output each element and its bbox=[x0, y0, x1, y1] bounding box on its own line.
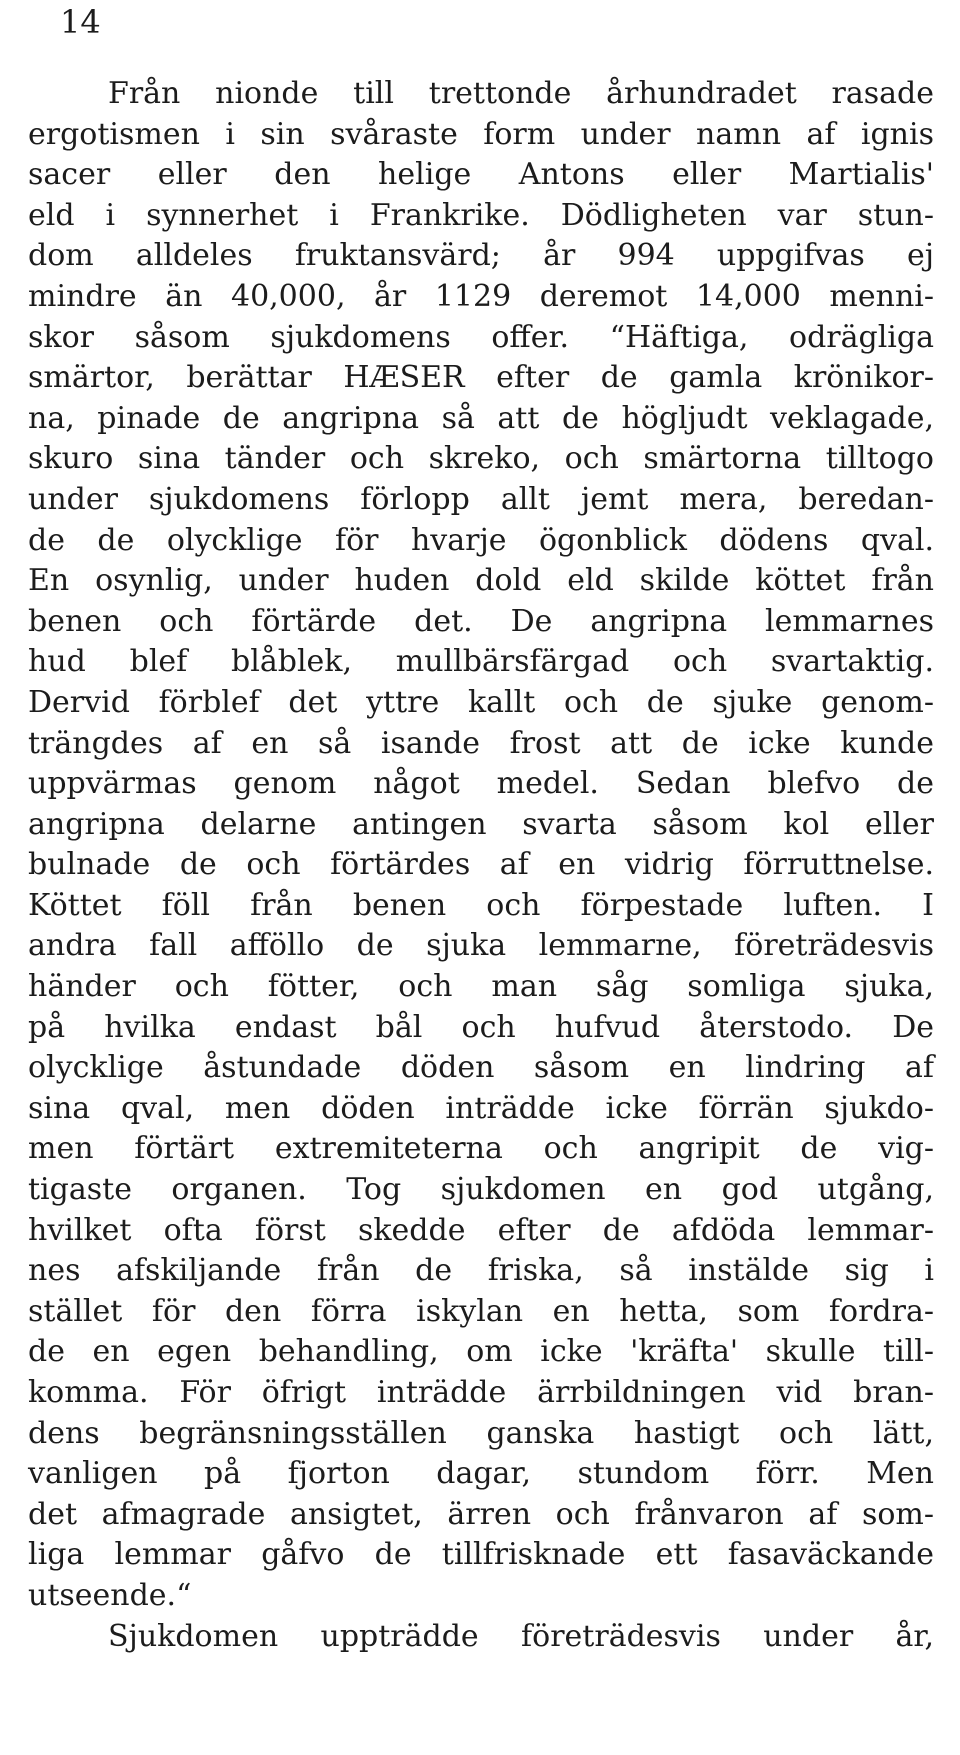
text-line: vanligen på fjorton dagar, stundom förr. Men bbox=[28, 1456, 934, 1492]
text-line: trängdes af en så isande frost att de icke kunde bbox=[28, 725, 934, 761]
text-line: olycklige åstundade döden såsom en lindring af bbox=[28, 1050, 934, 1086]
text-line: ergotismen i sin svåraste form under namn af ignis bbox=[28, 116, 934, 152]
text-line: andra fall afföllo de sjuka lemmarne, företrädesvis bbox=[28, 928, 934, 964]
text-line: uppvärmas genom något medel. Sedan blefvo de bbox=[28, 766, 934, 802]
text-line: Köttet föll från benen och förpestade luften. I bbox=[28, 887, 934, 923]
text-line: utseende.“ bbox=[28, 1577, 192, 1613]
text-line: det afmagrade ansigtet, ärren och frånvaron af som- bbox=[28, 1496, 934, 1532]
text-line: angripna delarne antingen svarta såsom kol eller bbox=[28, 806, 934, 842]
text-line: komma. För öfrigt inträdde ärrbildningen vid bran- bbox=[28, 1375, 934, 1410]
text-line: eld i synnerhet i Frankrike. Dödligheten var stun- bbox=[28, 197, 934, 233]
text-line: skor såsom sjukdomens offer. “Häftiga, odrägliga bbox=[28, 319, 934, 355]
text-line: de en egen behandling, om icke 'kräfta' skulle till- bbox=[28, 1334, 934, 1370]
text-line: hvilket ofta först skedde efter de afdöda lemmar- bbox=[28, 1212, 934, 1248]
text-line: de de olycklige för hvarje ögonblick dödens qval. bbox=[28, 522, 934, 558]
text-line: benen och förtärde det. De angripna lemmarnes bbox=[28, 603, 934, 639]
text-line: Sjukdomen uppträdde företrädesvis under år, bbox=[108, 1618, 934, 1654]
text-line: dom alldeles fruktansvärd; år 994 uppgifvas ej bbox=[28, 238, 934, 274]
text-line: bulnade de och förtärdes af en vidrig förruttnelse. bbox=[28, 847, 934, 883]
text-line: nes afskiljande från de friska, så instälde sig i bbox=[28, 1253, 934, 1289]
page-number: 14 bbox=[60, 3, 101, 41]
text-line: smärtor, berättar HÆSER efter de gamla krönikor- bbox=[28, 360, 934, 396]
text-line: sina qval, men döden inträdde icke förrän sjukdo- bbox=[28, 1090, 934, 1126]
text-line: Dervid förblef det yttre kallt och de sjuke genom- bbox=[28, 684, 934, 720]
text-line: sacer eller den helige Antons eller Martialis' bbox=[28, 157, 934, 193]
text-line: hud blef blåblek, mullbärsfärgad och svartaktig. bbox=[28, 644, 934, 680]
text-line: på hvilka endast bål och hufvud återstodo. De bbox=[28, 1009, 934, 1045]
text-line: under sjukdomens förlopp allt jemt mera, beredan- bbox=[28, 481, 934, 517]
text-line: Från nionde till trettonde århundradet rasade bbox=[108, 76, 934, 111]
text-line: stället för den förra iskylan en hetta, som fordra- bbox=[28, 1293, 934, 1329]
text-line: dens begränsningsställen ganska hastigt och lätt, bbox=[28, 1415, 934, 1451]
text-line: na, pinade de angripna så att de högljudt veklagade, bbox=[28, 400, 934, 436]
body-text bbox=[28, 74, 934, 1657]
text-line: En osynlig, under huden dold eld skilde köttet från bbox=[28, 563, 934, 599]
text-line: mindre än 40,000, år 1129 deremot 14,000 menni- bbox=[28, 278, 934, 314]
text-line: tigaste organen. Tog sjukdomen en god utgång, bbox=[28, 1172, 934, 1208]
text-line: skuro sina tänder och skreko, och smärtorna tilltogo bbox=[28, 441, 934, 477]
text-line: liga lemmar gåfvo de tillfrisknade ett fasaväckande bbox=[28, 1537, 934, 1573]
text-line: händer och fötter, och man såg somliga sjuka, bbox=[28, 969, 934, 1005]
text-line: men förtärt extremiteterna och angripit de vig- bbox=[28, 1131, 934, 1167]
